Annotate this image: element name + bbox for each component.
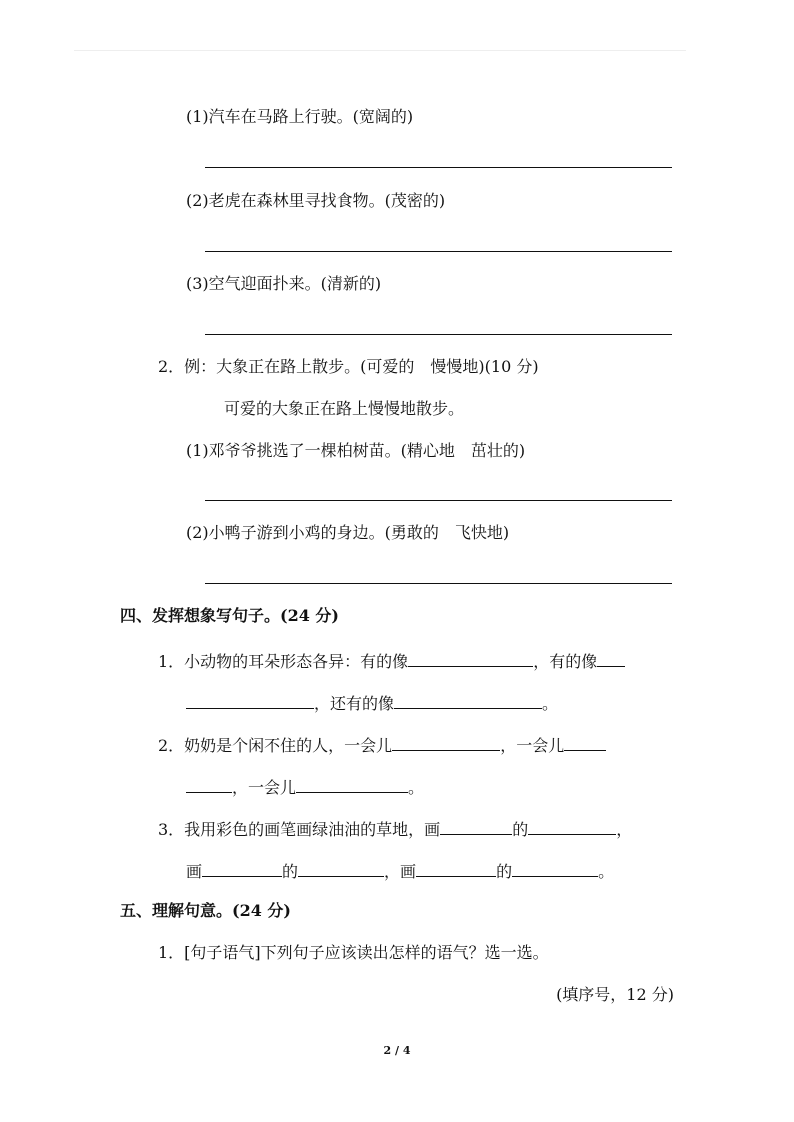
page-number: 2 / 4 xyxy=(383,1044,411,1057)
blank[interactable] xyxy=(186,774,232,793)
s4-q1-line1: 1．小动物的耳朵形态各异：有的像 ，有的像 xyxy=(158,648,625,673)
s4-q1-line2: ，还有的像 。 xyxy=(186,690,558,715)
s4-q3-line2: 画 的 ，画 的 。 xyxy=(186,858,614,883)
blank[interactable] xyxy=(416,858,496,877)
blank[interactable] xyxy=(512,858,598,877)
s5-q1: 1．[句子语气]下列句子应该读出怎样的语气？选一选。 xyxy=(158,943,549,962)
blank[interactable] xyxy=(186,690,314,709)
blank[interactable] xyxy=(296,774,408,793)
q1-item-1: (1)汽车在马路上行驶。(宽阔的) xyxy=(186,107,414,126)
answer-line[interactable] xyxy=(205,500,672,501)
s4-q3-line1: 3．我用彩色的画笔画绿油油的草地，画 的 ， xyxy=(158,816,632,841)
answer-line[interactable] xyxy=(205,583,672,584)
blank[interactable] xyxy=(392,732,500,751)
s4-q2-line2: ，一会儿 。 xyxy=(186,774,424,799)
blank[interactable] xyxy=(394,690,542,709)
answer-line[interactable] xyxy=(205,167,672,168)
answer-line[interactable] xyxy=(205,251,672,252)
q2-prompt: 2．例：大象正在路上散步。(可爱的 慢慢地)(10 分) xyxy=(158,357,539,376)
s4-q2-line1: 2．奶奶是个闲不住的人，一会儿 ，一会儿 xyxy=(158,732,606,757)
blank[interactable] xyxy=(298,858,384,877)
blank[interactable] xyxy=(440,816,512,835)
blank[interactable] xyxy=(408,648,533,667)
answer-line[interactable] xyxy=(205,334,672,335)
s5-q1-note: (填序号，12 分) xyxy=(556,985,674,1004)
q2-item-1: (1)邓爷爷挑选了一棵柏树苗。(精心地 茁壮的) xyxy=(186,441,526,460)
q1-item-2: (2)老虎在森林里寻找食物。(茂密的) xyxy=(186,191,446,210)
blank[interactable] xyxy=(597,648,625,667)
blank[interactable] xyxy=(202,858,282,877)
q2-item-2: (2)小鸭子游到小鸡的身边。(勇敢的 飞快地) xyxy=(186,523,510,542)
q2-example: 可爱的大象正在路上慢慢地散步。 xyxy=(224,399,465,418)
section-4-title: 四、发挥想象写句子。(24 分) xyxy=(120,606,339,625)
header-rule xyxy=(74,50,686,51)
blank[interactable] xyxy=(564,732,606,751)
section-5-title: 五、理解句意。(24 分) xyxy=(120,901,291,920)
q1-item-3: (3)空气迎面扑来。(清新的) xyxy=(186,274,382,293)
blank[interactable] xyxy=(528,816,616,835)
